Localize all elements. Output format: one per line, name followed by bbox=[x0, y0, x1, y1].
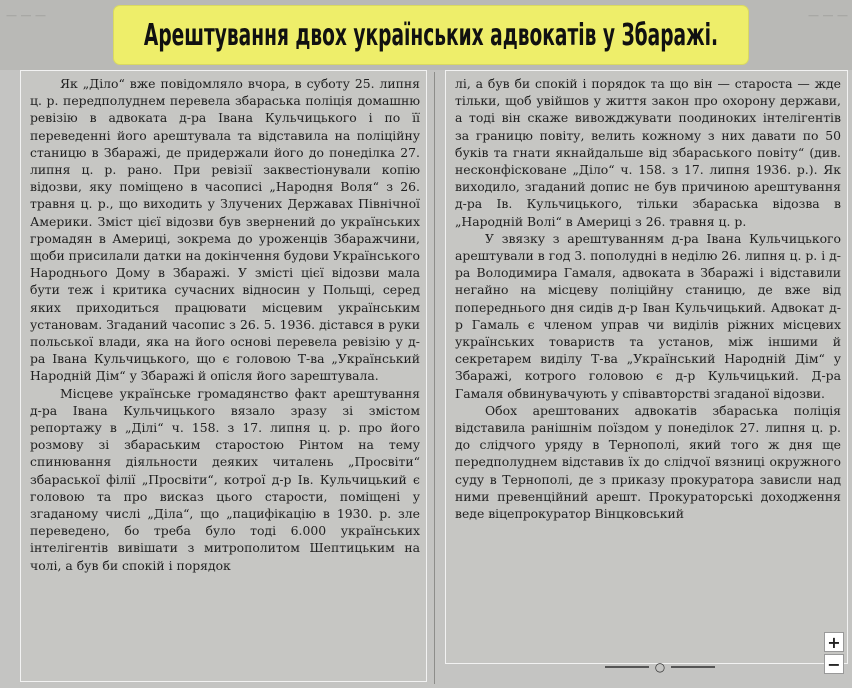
article-headline: Арештування двох українських адвокатів у Збаражі. bbox=[143, 17, 719, 53]
end-rule-left bbox=[605, 666, 649, 668]
column-divider bbox=[434, 72, 435, 684]
article-paragraph: лі, а був би спокій і порядок та що він — староста — жде тільки, щоб увійшов у життя закон про охорону держави, а тоді він скаже вивожджувати поодиноких інтелігентів за границю повіту, велить кожному з них давати по 50 буків та гнати якнайдальше від збараського повіту“ (див. несконфісковане „Діло“ ч. 158. з 17. липня 1936. р.). Як виходило, згаданий допис не був причиною арештування д-ра Ів. Кульчицького, тільки збараська відозва в „Народній Волі“ в Америці з 26. травня ц. р. bbox=[455, 76, 841, 229]
article-column-left bbox=[20, 70, 427, 682]
end-circle-icon: ○ bbox=[654, 660, 666, 674]
headline-highlight bbox=[114, 6, 748, 64]
article-paragraph: Обох арештованих адвокатів збараська поліція відставила ранішнім поїздом у понеділок 27. липня ц. р. до слідчого уряду в Тернополі, який того ж дня ще передполуднем відставив їх до слідчої вязниці окружного суду в Тернополі, де з приказу прокуратора зависли над ними превенційний арешт. Прокураторські доходження веде віцепрокуратор Вінцковський bbox=[455, 402, 841, 522]
article-end-mark bbox=[600, 660, 720, 674]
end-rule-right bbox=[671, 666, 715, 668]
faded-adjacent-text-left: — — — bbox=[6, 9, 46, 22]
faded-adjacent-text-right: — — — bbox=[808, 9, 848, 22]
article-column-right bbox=[445, 70, 848, 664]
article-paragraph: Місцеве українське громадянство факт арештування д-ра Івана Кульчицького вязало зразу зі змістом репортажу в „Ділі“ ч. 158. з 17. липня ц. р. про його розмову зі збараським старостою Рінтом на тему спинювання діяльности деяких читалень „Просвіти“ збараської філії „Просвіти“, котрої д-р Ів. Кульчицький є головою та про висказ цього старости, поміщені у згаданому числі „Діла“, що „пацифікацію в 1930. р. зле переведено, бо треба було тоді 6.000 українських інтелігентів вивішати з митрополитом Шептицьким на чолі, а був би спокій і порядок bbox=[30, 385, 420, 573]
article-paragraph: Як „Діло“ вже повідомляло вчора, в суботу 25. липня ц. р. передполуднем перевела збараська поліція домашню ревізію в адвоката д-ра Івана Кульчицького і по її переведенні його арештувала та відставила на поліційну станицю в Збаражі, де придержали його до понеділка 27. липня ц. р. рано. При ревізії заквестіонували копію відозви, яку поміщено в часописі „Народня Воля“ з 26. травня ц. р., що виходить у Злучених Державах Північної Америки. Зміст цієї відозви був звернений до українських громадян в Америці, зокрема до уроженців Збаражчини, щоби присилали датки на докінчення будови Українського Народнього Дому в Збаражі. У змісті цієї відозви мала бути теж і критика сучасних відносин у Польщі, серед яких приходиться працювати місцевим українським установам. Згаданий часопис з 26. 5. 1936. дістався в руки польської влади, яка на його основі перевела ревізію у д-ра Івана Кульчицького, що є головою Т-ва „Український Народній Дім“ у Збаражі й опісля його зарештувала. bbox=[30, 76, 420, 384]
article-paragraph: У звязку з арештуванням д-ра Івана Кульчицького арештували в год 3. пополудні в неділю 26. липня ц. р. і д-ра Володимира Гамаля, адвоката в Збаражі і відставили негайно на місцеву поліційну станицю, де вже від попереднього дня сидів д-р Іван Кульчицький. Адвокат д-р Гамаль є членом управ чи виділів ріжних місцевих українських товариств та установ, між іншими й секретарем виділу Т-ва „Український Народній Дім“ у Збаражі, котрого головою є д-р Кульчицький. Д-ра Гамаля обвинувачують у співавторстві згаданої відозви. bbox=[455, 230, 841, 401]
zoom-control bbox=[824, 632, 846, 676]
zoom-in-button[interactable]: + bbox=[824, 632, 844, 652]
zoom-out-button[interactable]: − bbox=[824, 654, 844, 674]
